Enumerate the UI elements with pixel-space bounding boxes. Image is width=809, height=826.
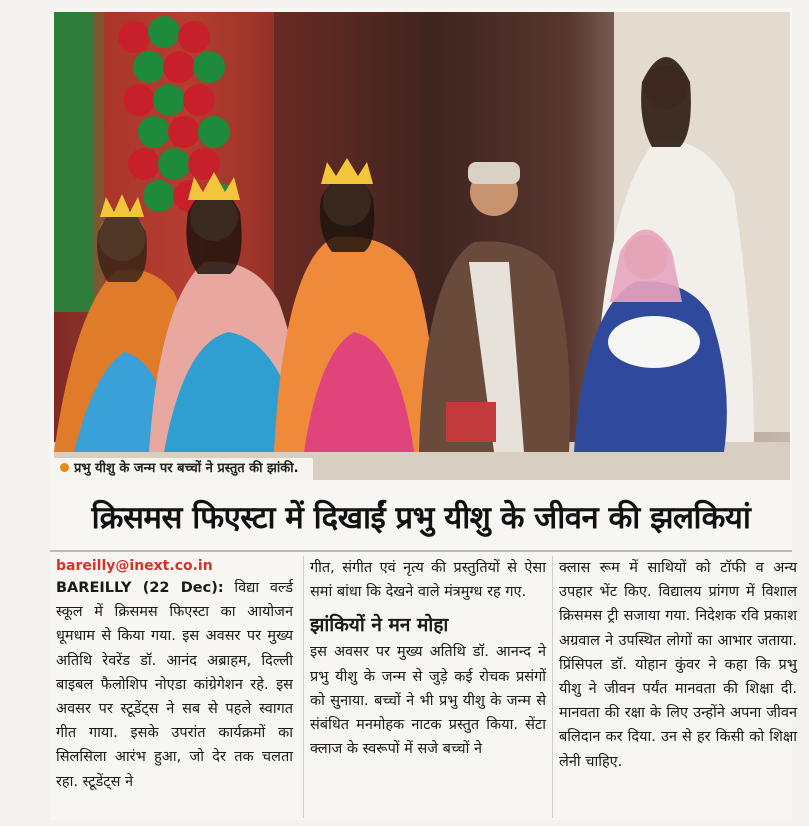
dateline: BAREILLY (22 Dec): <box>56 580 224 596</box>
article-paragraph-2: गीत, संगीत एवं नृत्य की प्रस्तुतियों से ऐसा समां बांधा कि देखने वाले मंत्रमुग्ध रह गए. <box>310 560 546 601</box>
article-paragraph-4: क्लास रूम में साथियों को टॉफी व अन्य उपहार भेंट किए. विद्यालय प्रांगण में विशाल क्रिसमस ट्री सजाया गया. निदेशक रवि प्रकाश अग्रवाल ने उपस्थित लोगों का आभार जताया. प्रिंसिपल डॉ. योहान कुंवर ने कहा कि प्रभु यीशु ने जीवन पर्यंत मानवता की शिक्षा दी. मानवता की रक्षा के लिए उन्होंने अपना जीवन बलिदान कर दिया. उन से हर किसी को शिक्षा लेनी चाहिए. <box>559 560 797 770</box>
newspaper-clipping <box>50 8 797 820</box>
article-paragraph-3: इस अवसर पर मुख्य अतिथि डॉ. आनन्द ने प्रभु यीशु के जन्म से जुड़े कई रोचक प्रसंगों को सुनाया. बच्चों ने भी प्रभु यीशु के जन्म से संबंधित मनमोहक नाटक प्रस्तुत किया. सेंटा क्लाज के स्वरूपों में सजे बच्चों ने <box>310 644 546 758</box>
author-email: bareilly@inext.co.in <box>56 558 213 574</box>
subheading: झांकियों ने मन मोहा <box>310 614 449 637</box>
caption-bullet-icon <box>60 463 69 472</box>
headline: क्रिसमस फिएस्टा में दिखाईं प्रभु यीशु के जीवन की झलकियां <box>50 486 792 552</box>
article-paragraph-1-text: विद्या वर्ल्ड स्कूल में क्रिसमस फिएस्टा का आयोजन धूमधाम से किया गया. इस अवसर पर मुख्य अतिथि रेवरेंड डॉ. आनंद अब्राहम, दिल्ली बाइबल फैलोशिप नोएडा कांग्रेगेशन रहे. इस अवसर पर स्टूडेंट्स ने सब से पहले स्वागत गीत गाया. इसके उपरांत कार्यक्रमों का सिलसिला आरंभ हुआ, जो देर तक चलता रहा. स्टूडेंट्स ने <box>56 580 293 790</box>
article-body <box>56 556 797 818</box>
article-column-2 <box>303 556 546 818</box>
nativity-scene-illustration <box>54 12 790 480</box>
photo-caption-text: प्रभु यीशु के जन्म पर बच्चों ने प्रस्तुत की झांकी. <box>74 461 299 476</box>
article-column-1 <box>56 556 293 818</box>
photo-caption <box>54 458 313 480</box>
article-column-3 <box>552 556 797 818</box>
article-paragraph-1 <box>56 576 293 794</box>
nativity-photo <box>54 12 790 480</box>
